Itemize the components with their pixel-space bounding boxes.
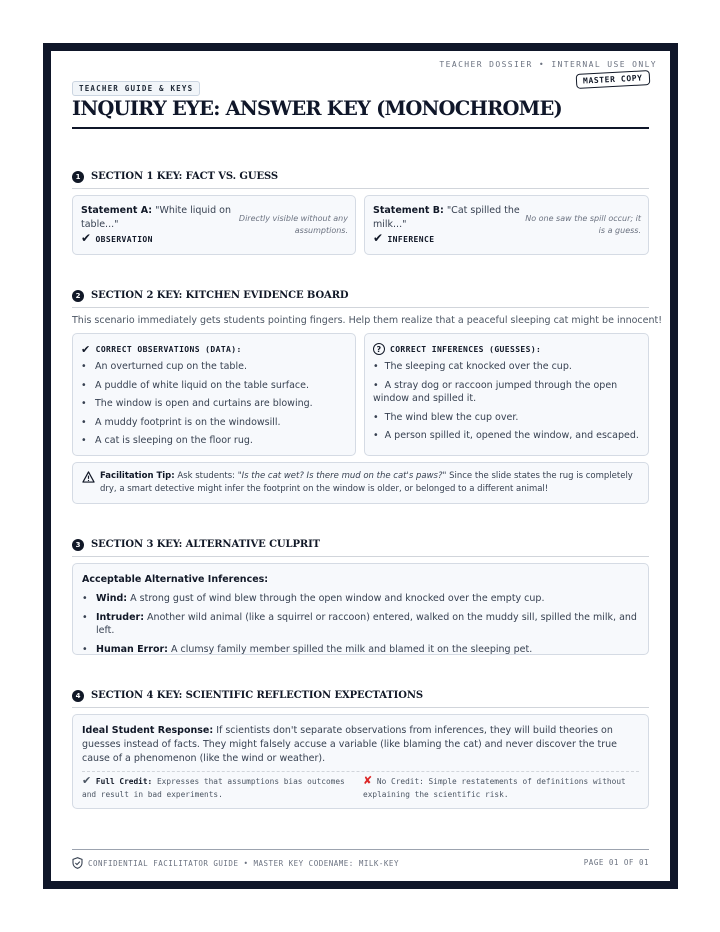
page-frame (43, 43, 678, 889)
section-number: 3 (72, 539, 84, 551)
footer-left-text: CONFIDENTIAL FACILITATOR GUIDE • MASTER KEY CODENAME: MILK-KEY (88, 858, 399, 868)
inferences-list (373, 360, 640, 448)
full-credit (82, 775, 347, 801)
facilitation-tip-card (72, 462, 649, 504)
list-item: • A puddle of white liquid on the table surface. (81, 379, 347, 393)
section-title: SECTION 1 KEY: FACT VS. GUESS (91, 171, 279, 182)
guide-tag: TEACHER GUIDE & KEYS (72, 81, 200, 96)
check-icon: ✔ (81, 343, 91, 356)
section-number: 4 (72, 690, 84, 702)
alternative-culprit-card (72, 563, 649, 655)
heading-label: CORRECT INFERENCES (GUESSES): (390, 344, 542, 354)
verdict-label: OBSERVATION (95, 234, 153, 244)
section-title: SECTION 3 KEY: ALTERNATIVE CULPRIT (91, 539, 321, 550)
statement-label: Statement A: (81, 205, 153, 216)
dossier-page (51, 51, 670, 881)
reflection-card (72, 714, 649, 809)
check-icon: ✔ (373, 231, 384, 245)
tip-lead: Ask students: (177, 471, 236, 481)
alternatives-list (82, 592, 639, 662)
tip-question: "Is the cat wet? Is there mud on the cat's paws?" (237, 471, 447, 481)
inferences-heading (373, 343, 541, 355)
section-intro: This scenario immediately gets students pointing fingers. Help them realize that a peaceful sleeping cat might be innocent! (72, 315, 663, 326)
shield-check-icon (72, 857, 83, 869)
statement-a-card (72, 195, 356, 255)
section-number: 2 (72, 290, 84, 302)
statement-verdict (373, 233, 434, 245)
list-item: • The sleeping cat knocked over the cup. (373, 361, 572, 372)
alternatives-heading: Acceptable Alternative Inferences: (82, 574, 269, 585)
statement-verdict (81, 233, 153, 245)
observations-card (72, 333, 356, 456)
section-4-header (72, 688, 649, 708)
question-circle-icon: ? (373, 343, 385, 355)
no-credit-text: No Credit: Simple restatements of definitions without explaining the scientific risk. (363, 777, 626, 799)
ideal-text: If scientists don't separate observations from inferences, they will build theories on guesses instead of facts. They might falsely accuse a variable (like blaming the cat) and never discover the true cause of a phenomenon (like the wind or weather). (82, 725, 617, 764)
inferences-card (364, 333, 649, 456)
observations-list (81, 360, 347, 453)
master-copy-stamp: MASTER COPY (576, 70, 650, 89)
statement-text (373, 204, 523, 232)
check-icon: ✔ (82, 774, 92, 787)
page-number: PAGE 01 OF 01 (583, 858, 649, 867)
full-credit-label: Full Credit: (95, 777, 153, 786)
list-item: • The window is open and curtains are blowing. (81, 397, 347, 411)
no-credit (363, 775, 633, 801)
list-item: • An overturned cup on the table. (81, 360, 347, 374)
verdict-label: INFERENCE (387, 234, 435, 244)
statement-text (81, 204, 231, 232)
statement-b-card (364, 195, 649, 255)
cross-icon: ✘ (363, 774, 373, 787)
list-item: • Intruder: Another wild animal (like a squirrel or raccoon) entered, walked on the muddy sill, spilled the milk, and left. (82, 611, 639, 637)
list-item: • The wind blew the cup over. (373, 411, 519, 423)
tip-text (100, 470, 636, 496)
statement-quote: "Cat spilled the milk..." (373, 205, 520, 230)
observations-heading (81, 343, 242, 356)
list-item: • A cat is sleeping on the floor rug. (81, 434, 347, 448)
list-item: • Human Error: A clumsy family member spilled the milk and blamed it on the sleeping pet. (82, 643, 639, 656)
heading-label: CORRECT OBSERVATIONS (DATA): (95, 345, 242, 354)
section-1-header (72, 169, 649, 189)
list-item: • A stray dog or raccoon jumped through the open window and spilled it. (373, 379, 618, 404)
footer-left (72, 857, 399, 869)
tip-label: Facilitation Tip: (100, 471, 175, 481)
statement-label: Statement B: (373, 205, 444, 216)
divider (82, 771, 639, 772)
section-title: SECTION 2 KEY: KITCHEN EVIDENCE BOARD (91, 290, 349, 301)
dossier-label: TEACHER DOSSIER • INTERNAL USE ONLY (439, 60, 657, 69)
check-icon: ✔ (81, 231, 92, 245)
full-credit-text: Expresses that assumptions bias outcomes and result in bad experiments. (82, 777, 345, 799)
list-item: • A muddy footprint is on the windowsill. (81, 416, 347, 430)
footer (72, 849, 649, 869)
warning-icon (82, 471, 95, 483)
section-3-header (72, 537, 649, 557)
statement-note: No one saw the spill occur; it is a guess. (525, 214, 641, 235)
list-item: • A person spilled it, opened the window, and escaped. (373, 430, 639, 441)
section-title: SECTION 4 KEY: SCIENTIFIC REFLECTION EXPECTATIONS (91, 690, 424, 701)
ideal-label: Ideal Student Response: (82, 725, 214, 736)
statement-quote: "White liquid on table..." (81, 205, 231, 230)
list-item: • Wind: A strong gust of wind blew through the open window and knocked over the empty cup. (82, 592, 639, 605)
section-2-header (72, 288, 649, 308)
page-title: INQUIRY EYE: ANSWER KEY (MONOCHROME) (72, 97, 649, 129)
tip-rest: Since the slide states the rug is completely dry, a smart detective might infer the footprint on the window is older, or belonged to a different animal! (100, 471, 633, 494)
section-number: 1 (72, 171, 84, 183)
statement-note: Directly visible without any assumptions. (238, 214, 348, 235)
ideal-response (82, 724, 636, 766)
